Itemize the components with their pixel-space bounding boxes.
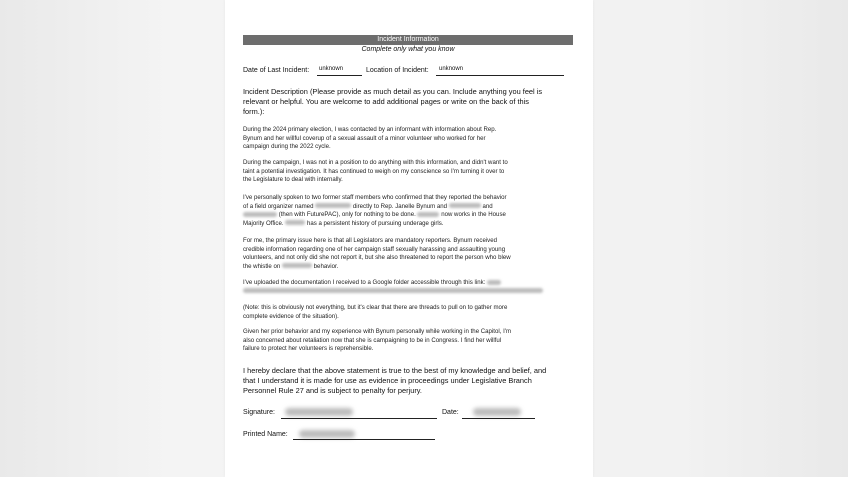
text-run: behavior. (313, 262, 339, 270)
statement-line: During the 2024 primary election, I was contacted by an informant with information about Rep. (243, 126, 497, 133)
section-title: Incident Information (377, 36, 439, 43)
statement-line: campaign during the 2022 cycle. (243, 143, 331, 150)
prompt-line: form.): (243, 107, 265, 116)
redaction-blur (449, 203, 481, 208)
declaration (243, 366, 573, 396)
redaction-blur (282, 263, 312, 268)
redaction-blur (417, 212, 439, 217)
statement-line (243, 263, 573, 272)
statement-line: complete evidence of the situation). (243, 312, 339, 320)
statement-line: For me, the primary issue here is that all Legislators are mandatory reporters. Bynum received (243, 237, 498, 244)
prompt-line: relevant or helpful. You are welcome to add additional pages or write on the back of this (243, 97, 529, 106)
statement-line (243, 203, 573, 212)
date-label: Date: (442, 409, 459, 416)
document-page (225, 0, 593, 477)
signature-underline (281, 418, 437, 419)
statement-paragraph-1 (243, 126, 573, 152)
text-run: directly to Rep. Janelle Bynum and (352, 202, 448, 210)
date-redaction (473, 408, 521, 416)
statement-line (243, 220, 573, 229)
redaction-blur (315, 203, 351, 208)
location-value: unknown (439, 66, 464, 72)
declaration-line: that I understand it is made for use as evidence in proceedings under Legislative Branch (243, 376, 532, 385)
description-prompt (243, 87, 573, 117)
section-header-bar (243, 35, 573, 45)
last-incident-value: unknown (319, 66, 344, 72)
statement-line: the Legislature to deal with internally. (243, 176, 343, 183)
statement-line: (Note: this is obviously not everything, but it's clear that there are threads to pull on to gather more (243, 304, 508, 311)
prompt-line: Incident Description (Please provide as much detail as you can. Include anything you feel is (243, 87, 543, 96)
text-run: of a field organizer named (243, 202, 314, 210)
last-incident-label: Date of Last Incident: (243, 67, 310, 74)
text-run: and (482, 202, 493, 210)
statement-line: Given her prior behavior and my experience with Bynum personally while working in the Capitol, I'm (243, 328, 512, 335)
section-subtitle: Complete only what you know (361, 46, 455, 53)
statement-paragraph-4 (243, 237, 573, 271)
text-run: has a persistent history of pursuing underage girls. (306, 219, 444, 227)
signature-redaction (285, 408, 353, 416)
last-incident-underline (317, 75, 362, 76)
printed-name-label: Printed Name: (243, 431, 288, 438)
statement-line: also concerned about retaliation now that she is campaigning to be in Congress. I find her willful (243, 336, 502, 344)
text-run: the whistle on (243, 262, 281, 270)
printed-name-underline (293, 439, 435, 440)
redaction-blur-link (243, 288, 543, 293)
text-run: I've uploaded the documentation I received to a Google folder accessible through this link: (243, 279, 486, 286)
text-run: now works in the House (441, 211, 506, 218)
statement-line (243, 211, 573, 220)
statement-line: Bynum and her willful coverup of a sexual assault of a minor volunteer who worked for her (243, 134, 486, 142)
redaction-blur (285, 220, 305, 225)
location-label: Location of Incident: (366, 67, 429, 74)
text-run: Majority Office. (243, 219, 284, 227)
declaration-line: I hereby declare that the above statement is true to the best of my knowledge and belief, and (243, 366, 547, 375)
statement-line: taint a potential investigation. It has continued to weigh on my conscience so I'm turning it over to (243, 167, 505, 175)
statement-line (243, 288, 573, 297)
statement-line: I've personally spoken to two former staff members who confirmed that they reported the behavior (243, 194, 507, 201)
statement-paragraph-6 (243, 304, 573, 321)
statement-paragraph-5 (243, 279, 573, 296)
date-underline (462, 418, 535, 419)
statement-paragraph-2 (243, 159, 573, 185)
location-underline (436, 75, 564, 76)
statement-line (243, 279, 573, 288)
statement-paragraph-7 (243, 328, 573, 354)
statement-line: credible information regarding one of her campaign staff sexually harassing and assaulting young (243, 245, 506, 253)
signature-label: Signature: (243, 409, 275, 416)
statement-line: volunteers, and not only did she not report it, but she also threatened to report the person who blew (243, 254, 511, 261)
statement-line: failure to protect her volunteers is reprehensible. (243, 345, 374, 352)
declaration-line: Personnel Rule 27 and is subject to penalty for perjury. (243, 386, 422, 395)
statement-paragraph-3 (243, 194, 573, 228)
text-run: (then with FuturePAC), only for nothing to be done. (278, 211, 416, 218)
redaction-blur (487, 280, 501, 285)
printed-name-redaction (299, 430, 355, 438)
statement-line: During the campaign, I was not in a position to do anything with this information, and didn't want to (243, 159, 508, 166)
redaction-blur (243, 212, 277, 217)
